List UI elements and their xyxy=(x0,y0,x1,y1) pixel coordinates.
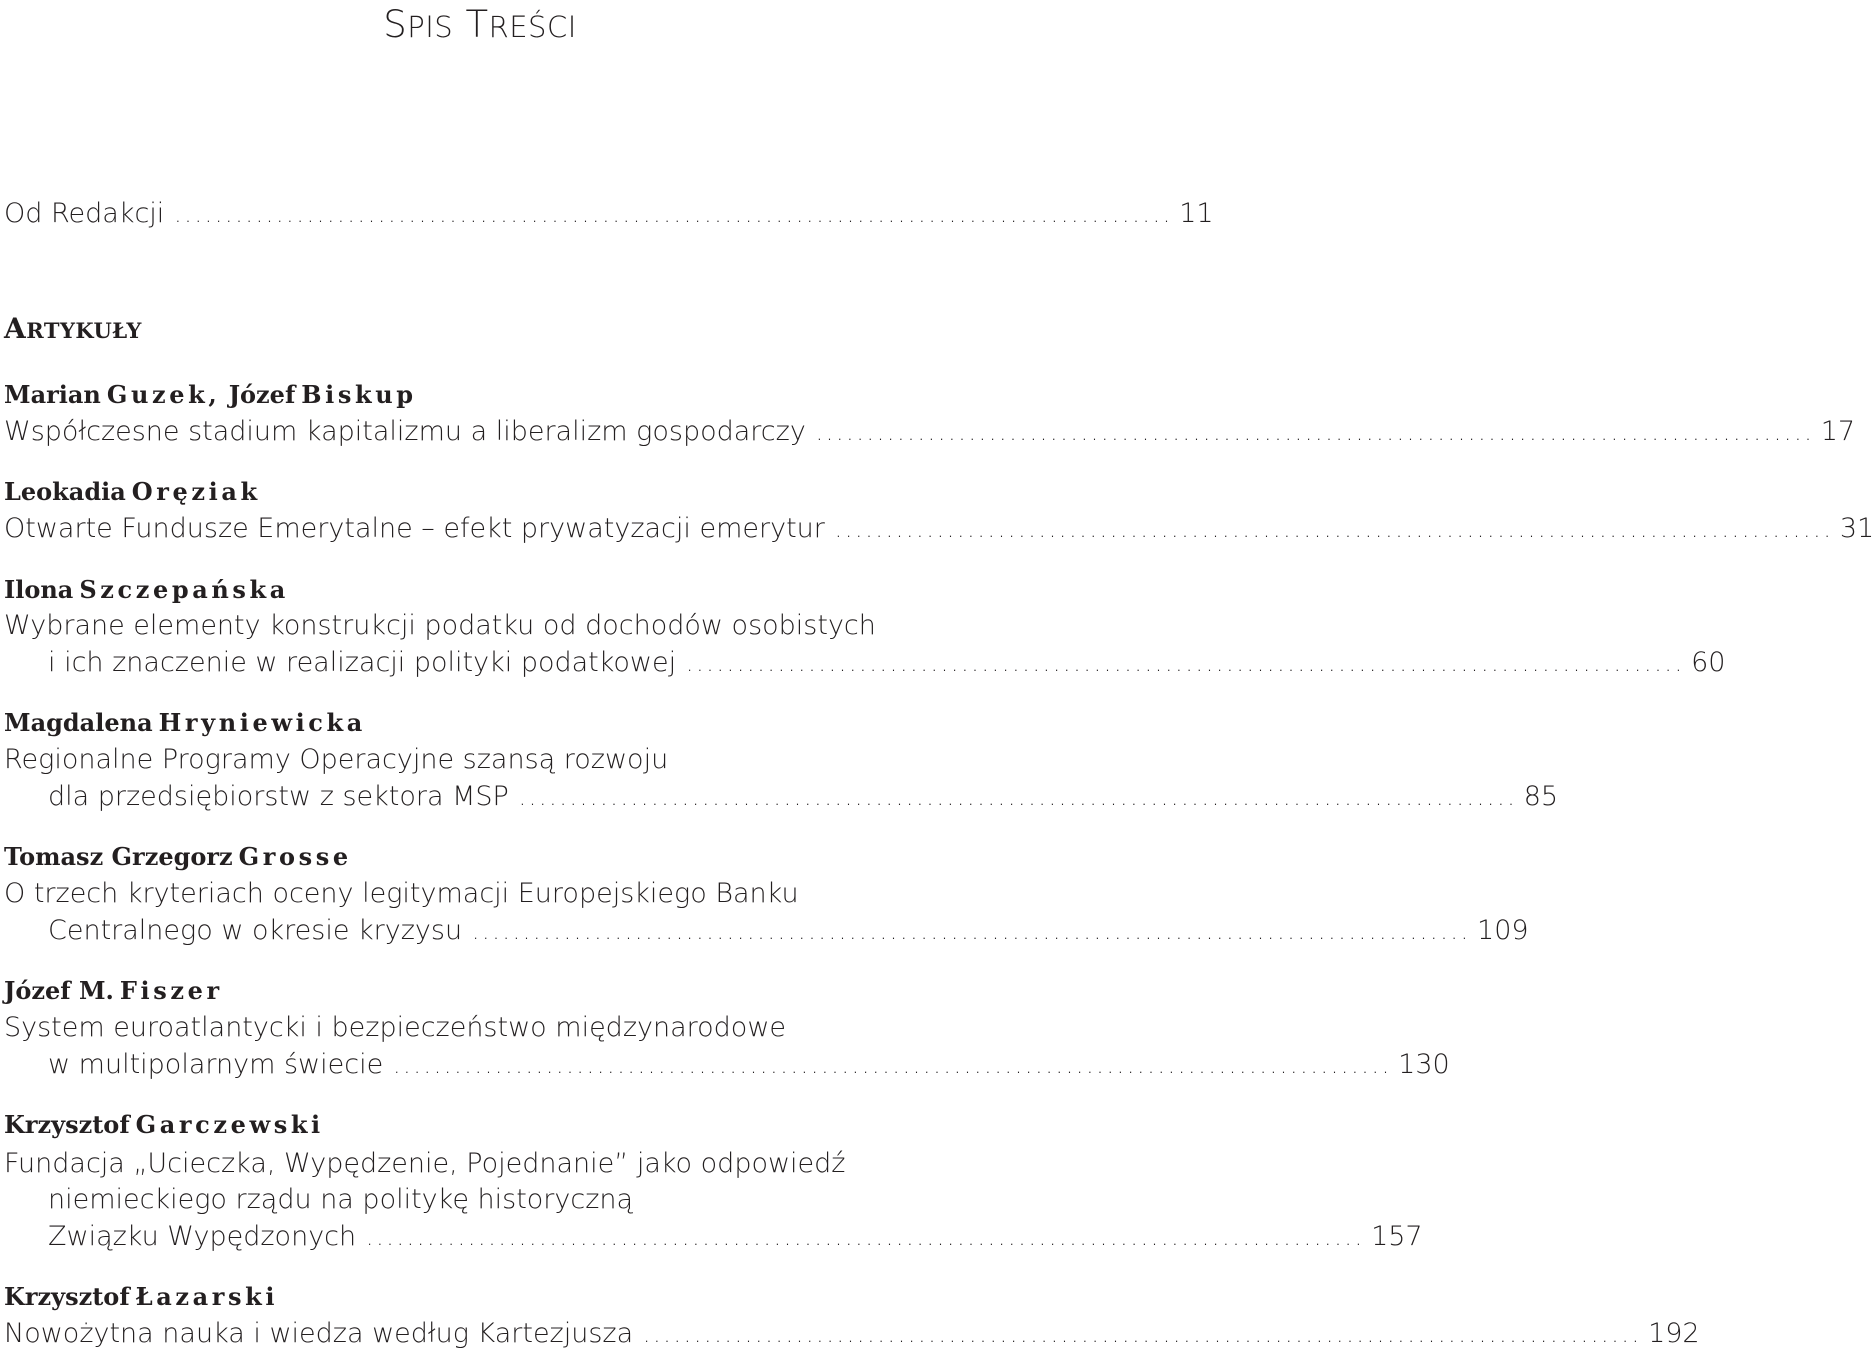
article-title-text: Regionalne Programy Operacyjne szansą rozwoju xyxy=(4,744,669,775)
article-title-text: niemieckiego rządu na politykę historyczną xyxy=(48,1184,634,1215)
dot-leader: .................................................................................................. xyxy=(174,203,1174,228)
page-number: 109 xyxy=(1477,915,1529,946)
page-number: 31 xyxy=(1839,513,1874,544)
article-title-text: Fundacja „Ucieczka, Wypędzenie, Pojednanie” jako odpowiedź xyxy=(4,1148,846,1179)
author-surname: Grosse xyxy=(238,842,352,871)
article-title-line: Współczesne stadium kapitalizmu a liberalizm gospodarczy xyxy=(4,416,806,447)
title-initial-1: S xyxy=(383,3,408,46)
toc-entry[interactable] xyxy=(48,1049,1450,1085)
author-first-name: Magdalena xyxy=(4,708,153,737)
article-title-line: dla przedsiębiorstw z sektora MSP xyxy=(48,781,509,812)
article-title-line: w multipolarnym świecie xyxy=(48,1049,384,1080)
dot-leader: .................................................................................................. xyxy=(472,920,1472,945)
author-first-name: Leokadia xyxy=(4,477,126,506)
author-first-name: Krzysztof xyxy=(4,1110,130,1139)
section-heading-initial: A xyxy=(4,312,27,345)
author-first-name: Ilona xyxy=(4,575,74,604)
article-title-line xyxy=(4,610,954,646)
dot-leader: .................................................................................................. xyxy=(815,421,1815,446)
article-author xyxy=(4,380,417,409)
toc-entry[interactable] xyxy=(4,513,1874,549)
dot-leader: .................................................................................................. xyxy=(393,1054,1393,1079)
article-title-line xyxy=(4,1148,954,1184)
article-author xyxy=(4,477,261,506)
article-author xyxy=(4,575,289,604)
section-heading xyxy=(4,312,142,345)
page-title xyxy=(0,3,960,46)
author-surname: Oręziak xyxy=(131,477,261,506)
page-number: 130 xyxy=(1398,1049,1450,1080)
article-title-line xyxy=(4,878,954,914)
toc-entry-intro[interactable] xyxy=(4,198,1214,234)
article-title-text: Wybrane elementy konstrukcji podatku od dochodów osobistych xyxy=(4,610,876,641)
article-title-line: Otwarte Fundusze Emerytalne – efekt prywatyzacji emerytur xyxy=(4,513,825,544)
article-author xyxy=(4,1110,324,1139)
title-rest-2: REŚCI xyxy=(488,10,577,44)
toc-entry[interactable] xyxy=(48,781,1559,817)
author-first-name: Krzysztof xyxy=(4,1282,130,1311)
toc-entry[interactable] xyxy=(48,647,1726,683)
author-surname: Biskup xyxy=(301,380,417,409)
page-number: 85 xyxy=(1523,781,1559,812)
article-author xyxy=(4,1282,278,1311)
toc-entry[interactable] xyxy=(4,1318,1700,1354)
dot-leader: .................................................................................................. xyxy=(643,1323,1643,1348)
article-title-line xyxy=(4,744,954,780)
article-title-line: Centralnego w okresie kryzysu xyxy=(48,915,463,946)
toc-entry-title: Od Redakcji xyxy=(4,198,165,229)
article-title-line xyxy=(4,1012,954,1048)
toc-entry[interactable] xyxy=(48,915,1529,951)
article-author xyxy=(4,976,223,1005)
toc-entry[interactable] xyxy=(48,1221,1423,1257)
author-surname: Fiszer xyxy=(119,976,223,1005)
article-title-line: Nowożytna nauka i wiedza według Kartezjusza xyxy=(4,1318,634,1349)
dot-leader: .................................................................................................. xyxy=(834,518,1834,543)
title-initial-2: T xyxy=(465,3,489,46)
section-heading-rest: RTYKUŁY xyxy=(26,318,142,343)
article-title-line xyxy=(48,1184,954,1220)
author-first-name: Tomasz Grzegorz xyxy=(4,842,233,871)
page-number: 157 xyxy=(1371,1221,1423,1252)
page-number: 60 xyxy=(1691,647,1726,678)
dot-leader: .................................................................................................. xyxy=(366,1226,1366,1251)
dot-leader: .................................................................................................. xyxy=(518,786,1518,811)
page-number: 192 xyxy=(1648,1318,1700,1349)
dot-leader: .................................................................................................. xyxy=(686,652,1686,677)
author-surname: Guzek, xyxy=(106,380,221,409)
article-title-line: Związku Wypędzonych xyxy=(48,1221,357,1252)
article-title-text: System euroatlantycki i bezpieczeństwo międzynarodowe xyxy=(4,1012,787,1043)
article-author xyxy=(4,708,366,737)
title-rest-1: PIS xyxy=(407,10,454,44)
article-author xyxy=(4,842,352,871)
article-title-line: i ich znaczenie w realizacji polityki podatkowej xyxy=(48,647,677,678)
author-first-name: Józef M. xyxy=(4,976,114,1005)
page-number: 17 xyxy=(1820,416,1856,447)
article-title-text: O trzech kryteriach oceny legitymacji Europejskiego Banku xyxy=(4,878,799,909)
author-surname: Garczewski xyxy=(135,1110,324,1139)
author-surname: Szczepańska xyxy=(79,575,289,604)
author-surname: Hryniewicka xyxy=(158,708,366,737)
toc-entry[interactable] xyxy=(4,416,1856,452)
page-number: 11 xyxy=(1179,198,1214,229)
author-first-name: Marian xyxy=(4,380,101,409)
author-first-name: Józef xyxy=(228,380,296,409)
author-surname: Łazarski xyxy=(135,1282,279,1311)
